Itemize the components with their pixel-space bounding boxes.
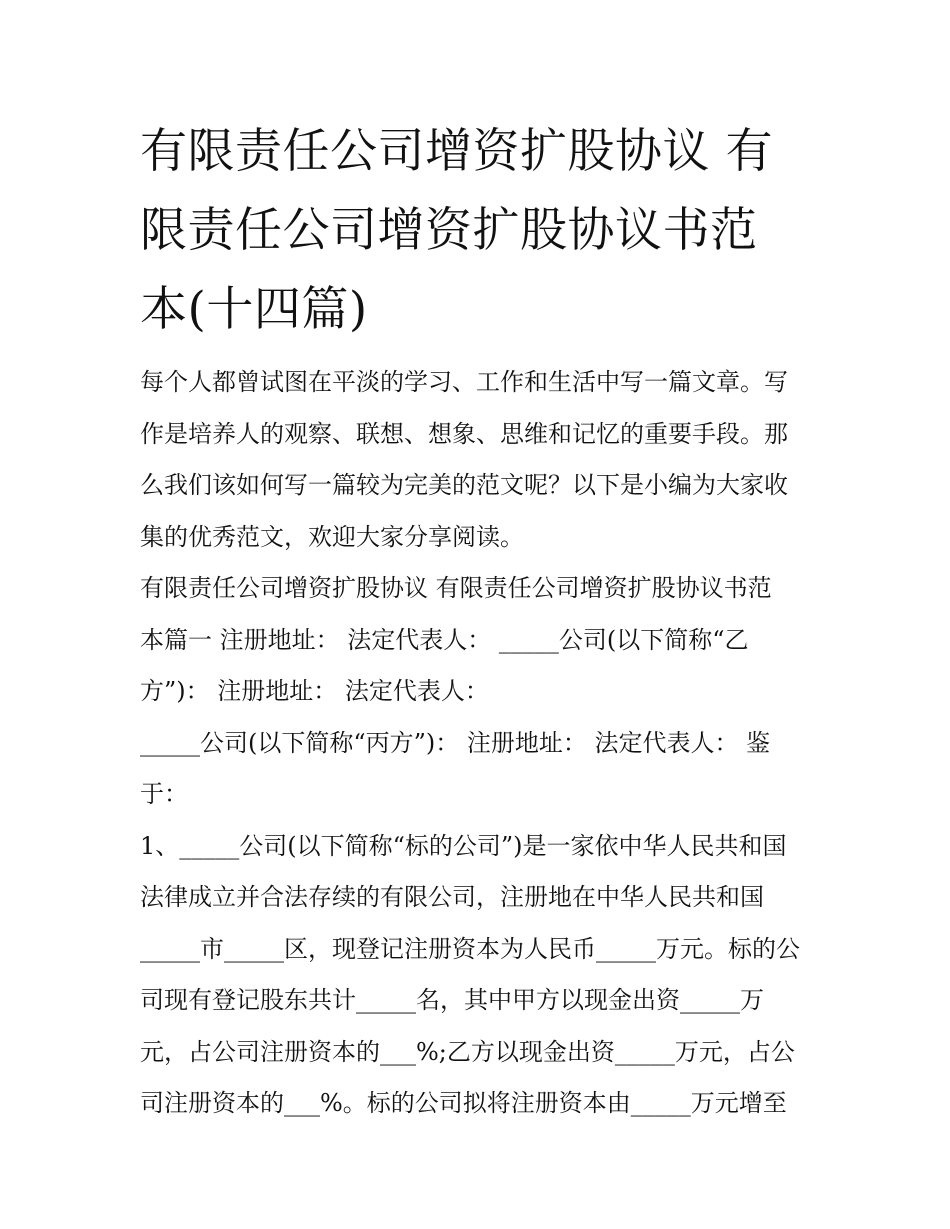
- text-line: 本篇一 注册地址： 法定代表人： _____公司(以下简称“乙: [140, 625, 749, 654]
- text-line: 司注册资本的___%。标的公司拟将注册资本由_____万元增至: [140, 1089, 787, 1117]
- clause-1-paragraph: [140, 821, 812, 1130]
- title-line: 有限责任公司增资扩股协议 有: [140, 124, 773, 179]
- text-line: _____市_____区，现登记注册资本为人民币_____万元。标的公: [140, 934, 800, 963]
- text-line: _____公司(以下简称“丙方”)： 注册地址： 法定代表人： 鉴: [140, 728, 771, 757]
- text-line: 司现有登记股东共计_____名，其中甲方以现金出资_____万: [140, 986, 764, 1014]
- text-line: 于：: [140, 780, 188, 808]
- title-line: 限责任公司增资扩股协议书范: [140, 203, 758, 258]
- text-line: 么我们该如何写一篇较为完美的范文呢？以下是小编为大家收: [140, 471, 788, 499]
- text-line: 1、_____公司(以下简称“标的公司”)是一家依中华人民共和国: [140, 831, 787, 860]
- document-body: [140, 357, 812, 1130]
- section-heading-paragraph: [140, 563, 812, 821]
- title-line: 本(十四篇): [140, 282, 368, 337]
- intro-paragraph: [140, 357, 812, 563]
- document-page: [140, 112, 812, 1130]
- text-line: 有限责任公司增资扩股协议 有限责任公司增资扩股协议书范: [140, 574, 772, 602]
- text-line: 每个人都曾试图在平淡的学习、工作和生活中写一篇文章。写: [140, 368, 788, 396]
- text-line: 作是培养人的观察、联想、想象、思维和记忆的重要手段。那: [140, 419, 788, 448]
- document-title: [140, 112, 812, 349]
- text-line: 元，占公司注册资本的___%;乙方以现金出资_____万元，占公: [140, 1037, 795, 1066]
- text-line: 法律成立并合法存续的有限公司，注册地在中华人民共和国: [140, 883, 764, 911]
- text-line: 方”)： 注册地址： 法定代表人：: [140, 677, 489, 705]
- text-line: 集的优秀范文，欢迎大家分享阅读。: [140, 522, 524, 551]
